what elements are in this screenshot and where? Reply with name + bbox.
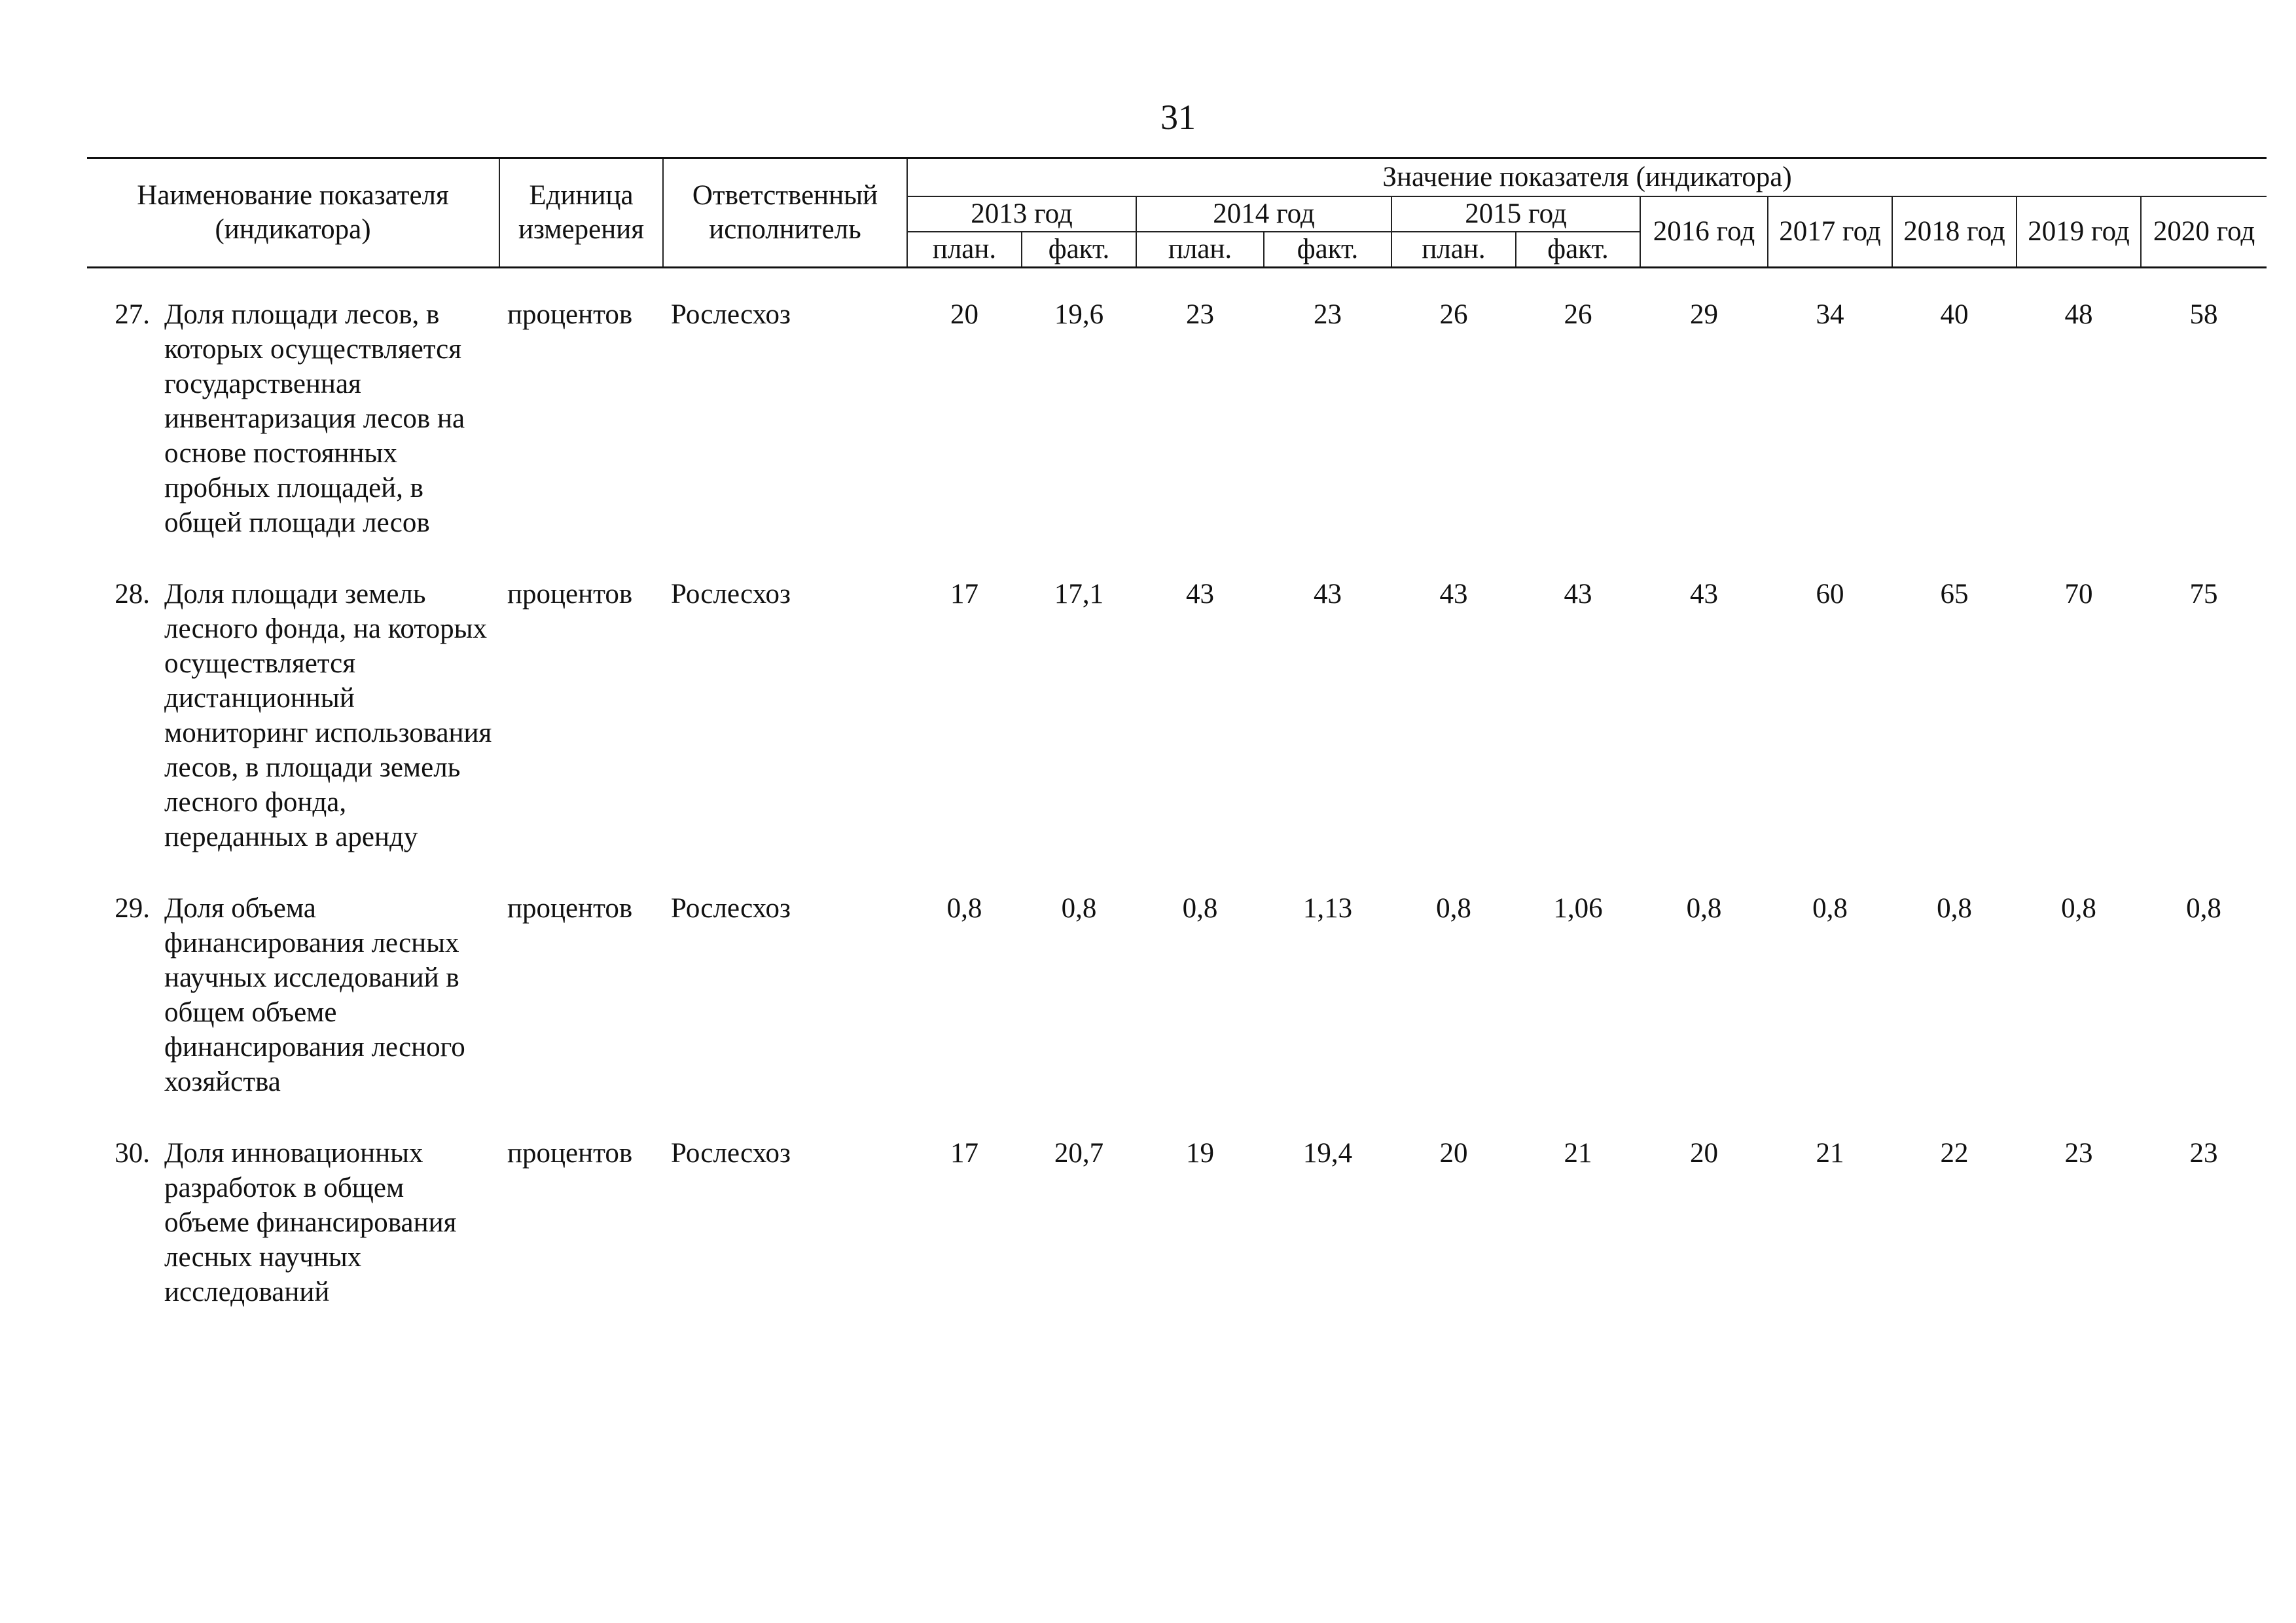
org-cell: Рослесхоз <box>671 1138 791 1169</box>
page-number: 31 <box>1160 98 1196 137</box>
header-year-2018: 2018 год <box>1892 196 2017 268</box>
value-2015-plan: 43 <box>1439 579 1468 610</box>
value-2015-fact: 1,06 <box>1553 893 1603 924</box>
indicator-name: Доля площади лесов, в которых осуществляется государственная инвентаризация лесов на основе постоянных пробных площадей, в общей площади лесов <box>164 299 465 538</box>
value-2017: 60 <box>1816 579 1844 610</box>
header-org-col: Ответственный исполнитель <box>663 158 907 268</box>
indicator-name: Доля инновационных разработок в общем объеме финансирования лесных научных исследований <box>164 1138 457 1307</box>
value-2013-plan: 0,8 <box>946 893 982 924</box>
value-2014-plan: 19 <box>1186 1138 1214 1169</box>
value-2013-fact: 19,6 <box>1054 299 1104 330</box>
table-row <box>87 297 2267 540</box>
table-row <box>87 891 2267 1099</box>
value-2015-plan: 20 <box>1439 1138 1468 1169</box>
header-2015-fact: факт. <box>1516 232 1640 268</box>
header-year-2020: 2020 год <box>2141 196 2267 268</box>
value-2018: 65 <box>1940 579 1969 610</box>
org-cell: Рослесхоз <box>671 299 791 330</box>
unit-cell: процентов <box>507 579 633 610</box>
indicator-name: Доля объема финансирования лесных научных исследований в общем объеме финансирования лесного хозяйства <box>164 893 465 1097</box>
value-2019: 48 <box>2064 299 2093 330</box>
value-2013-fact: 20,7 <box>1054 1138 1104 1169</box>
unit-cell: процентов <box>507 1138 633 1169</box>
value-2016: 0,8 <box>1686 893 1722 924</box>
indicators-table <box>87 157 2267 1309</box>
value-2013-plan: 17 <box>950 579 978 610</box>
value-2015-fact: 43 <box>1564 579 1592 610</box>
table-row <box>87 577 2267 854</box>
table-body <box>87 268 2267 1310</box>
indicator-name-cell <box>87 577 499 854</box>
row-number: 28. <box>115 579 150 610</box>
indicator-name-cell <box>87 891 499 1099</box>
row-number: 27. <box>115 299 150 330</box>
header-name-col: Наименование показателя (индикатора) <box>87 158 499 268</box>
header-2014-plan: план. <box>1136 232 1264 268</box>
header-year-2014: 2014 год <box>1136 196 1391 232</box>
value-2018: 22 <box>1940 1138 1969 1169</box>
header-values-group: Значение показателя (индикатора) <box>907 158 2267 197</box>
value-2014-plan: 23 <box>1186 299 1214 330</box>
value-2013-plan: 20 <box>950 299 978 330</box>
value-2014-fact: 23 <box>1314 299 1342 330</box>
header-year-2015: 2015 год <box>1391 196 1640 232</box>
header-year-2017: 2017 год <box>1768 196 1892 268</box>
value-2015-plan: 26 <box>1439 299 1468 330</box>
header-year-2019: 2019 год <box>2017 196 2141 268</box>
value-2016: 20 <box>1690 1138 1718 1169</box>
value-2019: 70 <box>2064 579 2093 610</box>
header-2013-plan: план. <box>907 232 1022 268</box>
value-2014-plan: 0,8 <box>1182 893 1218 924</box>
header-2013-fact: факт. <box>1022 232 1136 268</box>
value-2015-fact: 26 <box>1564 299 1592 330</box>
value-2020: 0,8 <box>2186 893 2221 924</box>
value-2014-fact: 43 <box>1314 579 1342 610</box>
value-2014-fact: 1,13 <box>1302 893 1353 924</box>
value-2013-plan: 17 <box>950 1138 978 1169</box>
row-number: 29. <box>115 893 150 924</box>
value-2017: 34 <box>1816 299 1844 330</box>
value-2020: 75 <box>2189 579 2218 610</box>
indicator-name-cell <box>87 1136 499 1309</box>
value-2017: 21 <box>1816 1138 1844 1169</box>
value-2015-plan: 0,8 <box>1436 893 1471 924</box>
indicator-name: Доля площади земель лесного фонда, на которых осуществляется дистанционный мониторинг использования лесов, в площади земель лесного фонда, переданных в аренду <box>164 579 492 852</box>
value-2019: 23 <box>2064 1138 2093 1169</box>
value-2016: 29 <box>1690 299 1718 330</box>
header-year-2016: 2016 год <box>1640 196 1768 268</box>
value-2018: 40 <box>1940 299 1969 330</box>
row-number: 30. <box>115 1138 150 1169</box>
header-2014-fact: факт. <box>1264 232 1391 268</box>
value-2014-fact: 19,4 <box>1302 1138 1353 1169</box>
table-header <box>87 158 2267 268</box>
unit-cell: процентов <box>507 299 633 330</box>
value-2017: 0,8 <box>1812 893 1848 924</box>
value-2016: 43 <box>1690 579 1718 610</box>
value-2014-plan: 43 <box>1186 579 1214 610</box>
header-year-2013: 2013 год <box>907 196 1136 232</box>
org-cell: Рослесхоз <box>671 579 791 610</box>
value-2015-fact: 21 <box>1564 1138 1592 1169</box>
value-2020: 58 <box>2189 299 2218 330</box>
indicator-name-cell <box>87 297 499 540</box>
org-cell: Рослесхоз <box>671 893 791 924</box>
header-unit-col: Единица измерения <box>499 158 663 268</box>
value-2020: 23 <box>2189 1138 2218 1169</box>
header-2015-plan: план. <box>1391 232 1516 268</box>
table-row <box>87 1136 2267 1309</box>
unit-cell: процентов <box>507 893 633 924</box>
value-2019: 0,8 <box>2061 893 2096 924</box>
value-2018: 0,8 <box>1937 893 1972 924</box>
value-2013-fact: 17,1 <box>1054 579 1104 610</box>
value-2013-fact: 0,8 <box>1061 893 1097 924</box>
